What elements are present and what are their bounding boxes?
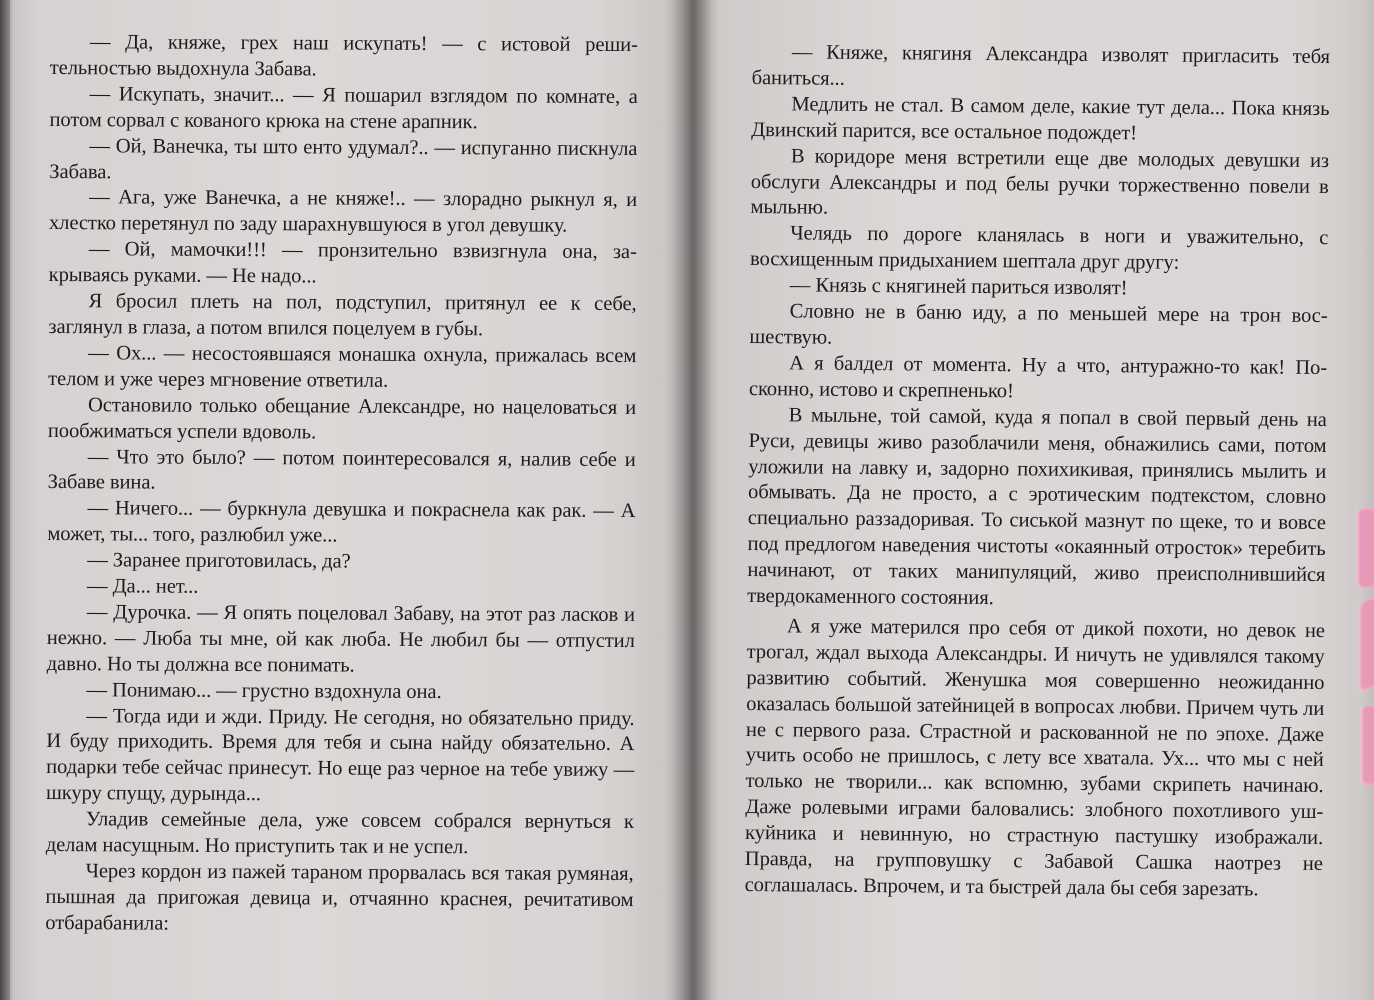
paragraph: — Тогда иди и жди. Приду. Не сегодня, но обязательно приду. И буду приходить. Время для тебя и сына найду обязательно. А подарки тебе сейчас принесут. Но еще раз черное на тебе увижу — шкуру спущу, дурында... bbox=[45, 704, 635, 806]
left-page bbox=[45, 30, 638, 940]
paragraph: — Ничего... — буркнула девушка и покраснела как рак. — А может, ты... того, разлюбил уже... bbox=[47, 497, 636, 547]
paragraph: — Ой, мамочки!!! — пронзительно взвизгнула она, закрываясь руками. — Не надо... bbox=[48, 238, 637, 288]
paragraph: — Княже, княгиня Александра изволят пригласить тебя баниться... bbox=[751, 41, 1330, 90]
paragraph: — Ой, Ванечка, ты што енто удумал?.. — испуганно пискнула Забава. bbox=[49, 134, 638, 183]
paragraph: А я уже матерился про себя от дикой похоти, но девок не трогал, ждал выхода Александры. И ничуть не удивлялся такому развитию событий. Женушка моя совершенно неожиданно оказалась большой затейницей в вопросах любви. Причем чуть ли не с первого раза. Страстной и раскованной не по эпохе. Даже учить особо не пришлось, с лету все хватала. Ух... что мы с ней только не творили... как вспомню, зубами скрипеть начинаю. Даже ролевыми играми баловались: злобного похотливого ушкуйника и невинную, но страстную пастушку изображали. Правда, на групповушку с Забавой Сашка наотрез не соглашалась. Впрочем, и та быстрей дала бы себя зарезать. bbox=[744, 615, 1325, 901]
page-edge-left bbox=[0, 0, 10, 1000]
paragraph: Медлить не стал. В самом деле, какие тут дела... Пока князь Двинский парится, все остальное подождет! bbox=[751, 93, 1330, 145]
paragraph: — Понимаю... — грустно вздохнула она. bbox=[86, 678, 442, 703]
paragraph: Через кордон из пажей тараном прорвалась вся такая румяная, пышная да пригожая девица и, отчаянно краснея, речитативом отбарабанила: bbox=[45, 860, 634, 935]
bookmark-tab[interactable] bbox=[1356, 508, 1374, 588]
paragraph: В мыльне, той самой, куда я попал в свой первый день на Руси, девицы живо разоблачили меня, обнажились сами, потом уложили на лавку и, задорно похихикивая, принялись мылить и обмывать. Да не просто, а с эротическим подтекстом, словно специально раззадоривая. То сиськой мазнут по щеке, то и вовсе под предлогом наведения чистоты «окаянный отросток» теребить начинают, от таких манипуляций, живо преисполнившийся твердокаменного состояния. bbox=[747, 404, 1327, 610]
paragraph: — Дурочка. — Я опять поцеловал Забаву, на этот раз ласков и нежно. — Люба ты мне, ой как люба. Не любил бы — отпустил давно. Но ты должна все понимать. bbox=[46, 601, 636, 677]
paragraph: — Да... нет... bbox=[87, 575, 199, 598]
book-gutter bbox=[672, 0, 712, 1000]
right-page bbox=[745, 40, 1330, 904]
paragraph: — Искупать, значит... — Я пошарил взглядом по комнате, а потом сорвал с кованого крюка на стене арапник. bbox=[49, 83, 638, 133]
paragraph: А я балдел от момента. Ну а что, антуражно-то как! Посконно, истово и скрепненько! bbox=[748, 352, 1328, 403]
paragraph: — Ох... — несостоявшаяся монашка охнула, прижалась всем телом и уже через мгновение ответила. bbox=[48, 342, 637, 392]
paragraph: — Ага, уже Ванечка, а не княже!.. — злорадно рыкнул я, и хлестко перетянул по заду шарахнувшуюся в угол девушку. bbox=[48, 186, 638, 238]
paragraph: — Да, княже, грех наш искупать! — с истовой решительностью выдохнула Забава. bbox=[49, 31, 638, 81]
paragraph: — Князь с княгиней париться изволят! bbox=[789, 274, 1128, 300]
paragraph: Я бросил плеть на пол, подступил, притянул ее к себе, заглянул в глаза, а потом впился поцелуем в губы. bbox=[48, 290, 637, 341]
paragraph: Словно не в баню иду, а по меньшей мере на трон восшествую. bbox=[749, 300, 1328, 349]
bookmark-tab[interactable] bbox=[1358, 597, 1374, 693]
paragraph: — Заранее приготовилась, да? bbox=[87, 549, 351, 573]
paragraph: В коридоре меня встретили еще две молодых девушки из обслуги Александры и под белы ручки торжественно повели в мыльню. bbox=[750, 144, 1330, 220]
paragraph: Уладив семейные дела, уже совсем собрался вернуться к делам насущным. Но приступить так и не успел. bbox=[45, 808, 634, 859]
paragraph: Челядь по дороге кланялась в ноги и уважительно, с восхищенным придыханием шептала друг другу: bbox=[749, 222, 1329, 274]
paragraph: — Что это было? — потом поинтересовался я, налив себе и Забаве вина. bbox=[47, 445, 636, 494]
bookmark-tab[interactable] bbox=[1360, 705, 1374, 785]
paragraph: Остановило только обещание Александре, но нацеловаться и пообжиматься успели вдоволь. bbox=[47, 393, 637, 443]
